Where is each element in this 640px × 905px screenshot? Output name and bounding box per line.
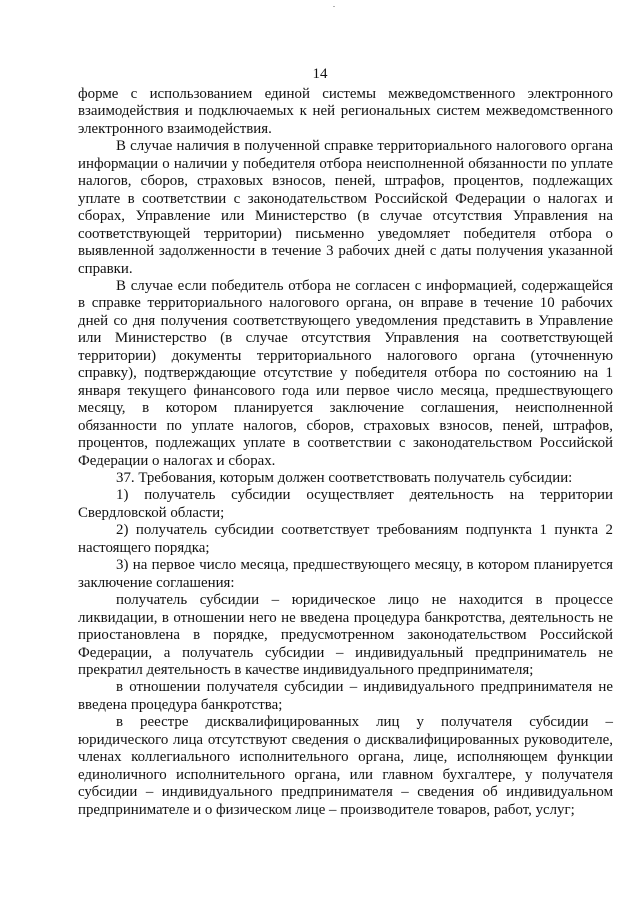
paragraph-5: 1) получатель субсидии осуществляет деятельность на территории Свердловской области; — [78, 487, 613, 521]
paragraph-7: 3) на первое число месяца, предшествующего месяцу, в котором планируется заключение соглашения: — [78, 557, 613, 591]
paragraph-9: в отношении получателя субсидии – индивидуального предпринимателя не введена процедура банкротства; — [78, 679, 613, 713]
paragraph-2: В случае наличия в полученной справке территориального налогового органа информации о наличии у победителя отбора неисполненной обязанности по уплате налогов, сборов, страховых взносов, пеней, штрафов, процентов, подлежащих уплате в соответствии с законодательством Российской Федерации о налогах и сборах, Управление или Министерство (в случае отсутствия Управления на соответствующей территории) письменно уведомляет победителя отбора о выявленной задолженности в течение 3 рабочих дней с даты получения указанной справки. — [78, 138, 613, 277]
scan-mark — [333, 6, 335, 7]
paragraph-1: форме с использованием единой системы межведомственного электронного взаимодействия и подключаемых к ней региональных систем межведомственного электронного взаимодействия. — [78, 86, 613, 137]
paragraph-10: в реестре дисквалифицированных лиц у получателя субсидии – юридического лица отсутствуют сведения о дисквалифицированных руководителе, членах коллегиального исполнительного органа, лице, исполняющем функции единоличного исполнительного органа, или главном бухгалтере, у получателя субсидии – индивидуального предпринимателя – сведения об индивидуальном предпринимателе и о физическом лице – производителе товаров, работ, услуг; — [78, 714, 613, 818]
document-body — [78, 86, 613, 819]
paragraph-6: 2) получатель субсидии соответствует требованиям подпункта 1 пункта 2 настоящего порядка; — [78, 522, 613, 556]
paragraph-3: В случае если победитель отбора не согласен с информацией, содержащейся в справке территориального налогового органа, он вправе в течение 10 рабочих дней со дня получения соответствующего уведомления представить в Управление или Министерство (в случае отсутствия Управления на соответствующей территории) документы территориального налогового органа (уточненную справку), подтверждающие отсутствие у победителя отбора по состоянию на 1 января текущего финансового года или первое число месяца, предшествующего месяцу, в котором планируется заключение соглашения, неисполненной обязанности по уплате налогов, сборов, страховых взносов, пеней, штрафов, процентов, подлежащих уплате в соответствии с законодательством Российской Федерации о налогах и сборах. — [78, 277, 613, 469]
paragraph-8: получатель субсидии – юридическое лицо не находится в процессе ликвидации, в отношении него не введена процедура банкротства, деятельность не приостановлена в порядке, предусмотренном законодательством Российской Федерации, а получатель субсидии – индивидуальный предприниматель не прекратил деятельность в качестве индивидуального предпринимателя; — [78, 592, 613, 678]
page-number: 14 — [312, 66, 328, 82]
paragraph-4: 37. Требования, которым должен соответствовать получатель субсидии: — [116, 469, 573, 486]
